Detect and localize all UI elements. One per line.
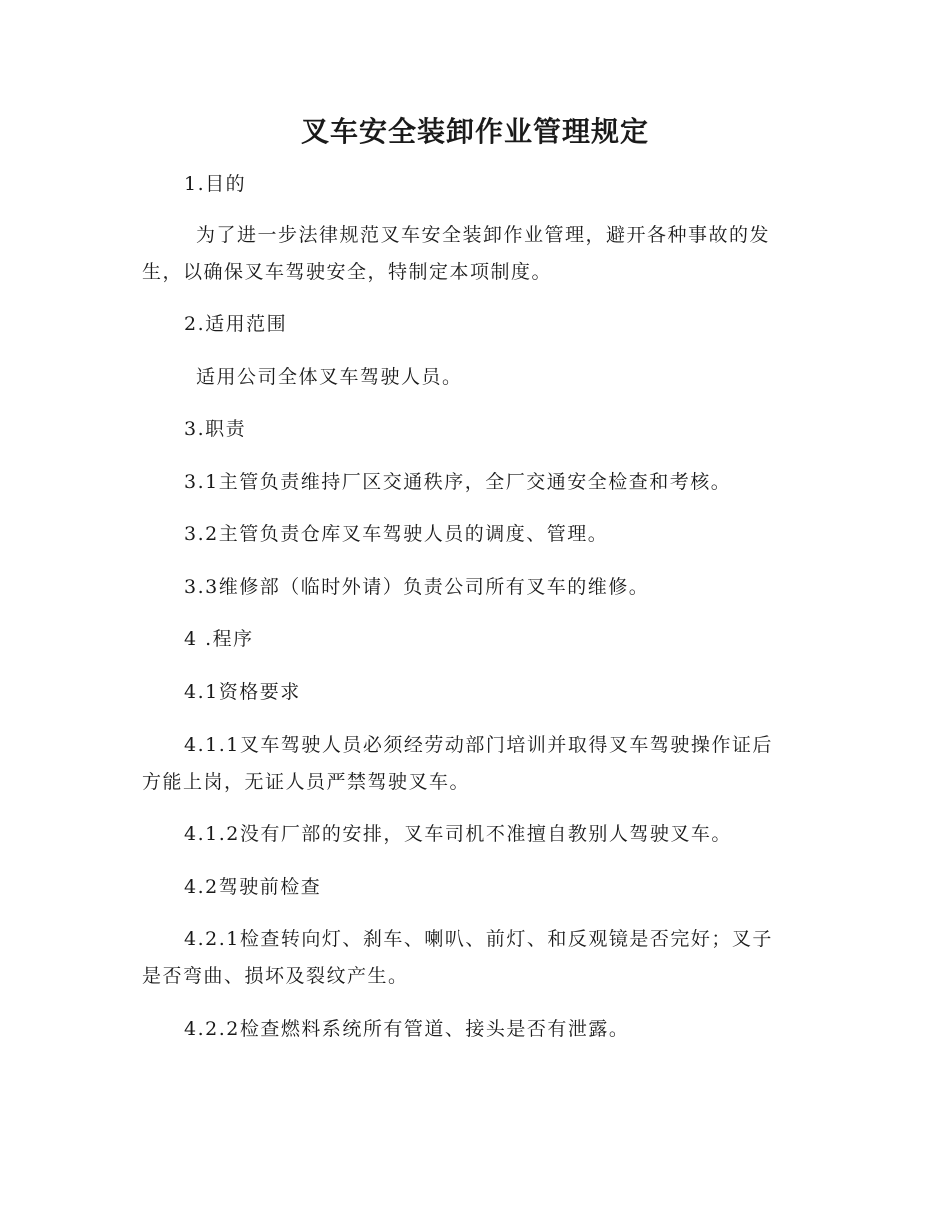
section-2-paragraph: 适用公司全体叉车驾驶人员。 [196,366,463,388]
section-1-paragraph-line-2: 生，以确保叉车驾驶安全，特制定本项制度。 [142,261,553,283]
section-4-1-1-line-1: 4.1.1叉车驾驶人员必须经劳动部门培训并取得叉车驾驶操作证后 [184,734,773,756]
section-4-2-1-line-2: 是否弯曲、损坏及裂纹产生。 [142,965,409,987]
section-4-2-2: 4.2.2检查燃料系统所有管道、接头是否有泄露。 [184,1018,630,1040]
section-4-heading: 4 .程序 [184,628,254,650]
section-4-1-1 [142,727,812,801]
section-4-2: 4.2驾驶前检查 [184,876,322,898]
section-1-paragraph-line-1: 为了进一步法律规范叉车安全装卸作业管理，避开各种事故的发 [196,224,771,246]
document-title: 叉车安全装卸作业管理规定 [300,115,649,148]
section-3-heading: 3.职责 [184,418,247,440]
section-4-1-1-line-2: 方能上岗，无证人员严禁驾驶叉车。 [142,771,471,793]
section-2-heading: 2.适用范围 [184,313,288,335]
section-3-2: 3.2主管负责仓库叉车驾驶人员的调度、管理。 [184,523,609,545]
section-1-heading: 1.目的 [184,173,247,195]
section-4-1: 4.1资格要求 [184,681,301,703]
section-4-1-2: 4.1.2没有厂部的安排，叉车司机不准擅自教别人驾驶叉车。 [184,823,732,845]
section-3-3: 3.3维修部（临时外请）负责公司所有叉车的维修。 [184,576,650,598]
section-1-paragraph [142,217,812,291]
section-3-1: 3.1主管负责维持厂区交通秩序，全厂交通安全检查和考核。 [184,471,732,493]
section-4-2-1-line-1: 4.2.1检查转向灯、刹车、喇叭、前灯、和反观镜是否完好；叉子 [184,928,773,950]
section-4-2-1 [142,921,812,995]
